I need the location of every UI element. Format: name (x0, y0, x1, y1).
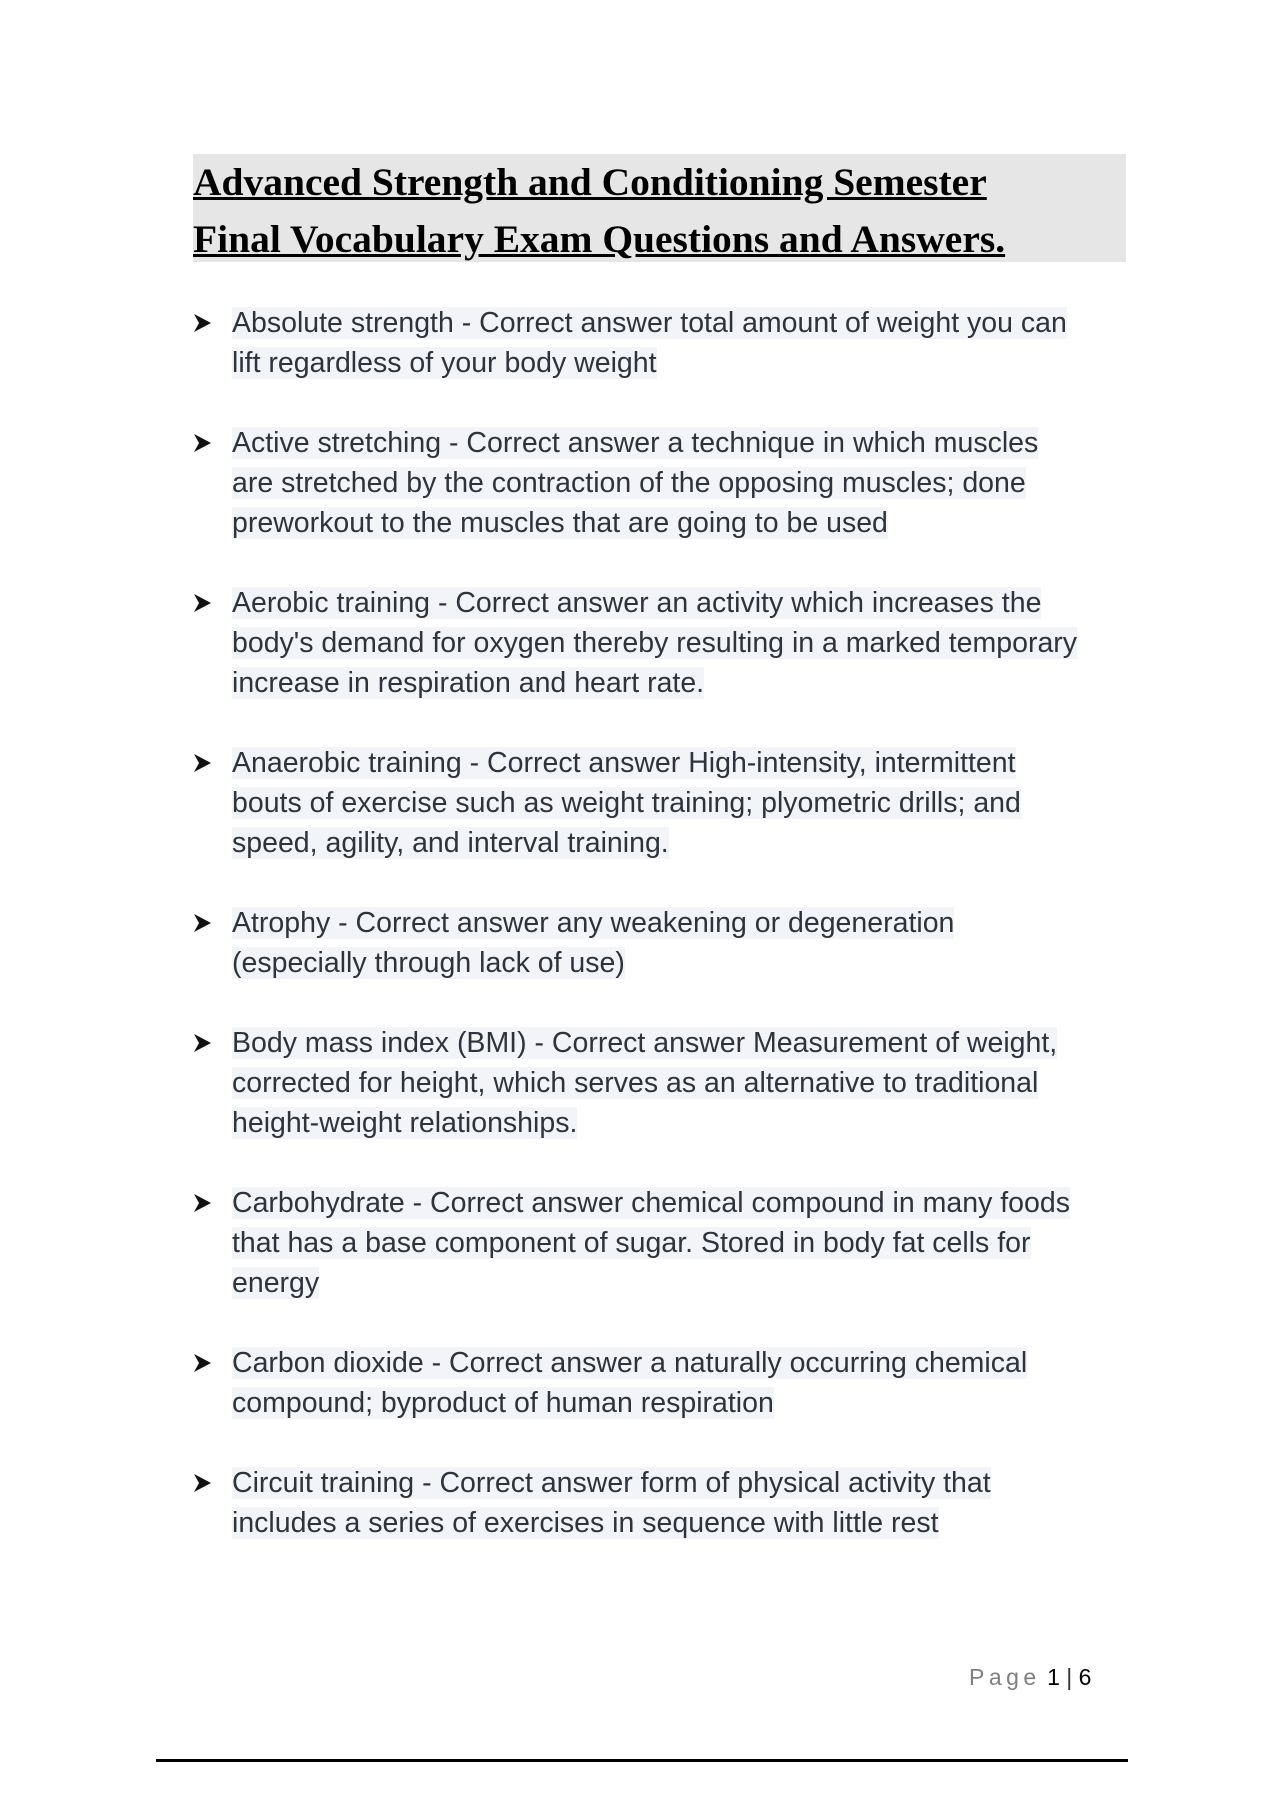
list-item (193, 1023, 1133, 1143)
list-item-line: Aerobic training - Correct answer an activity which increases the (232, 587, 1042, 619)
list-item-line: increase in respiration and heart rate. (232, 667, 705, 699)
list-item-line: energy (232, 1267, 320, 1299)
arrowhead-bullet-icon (193, 583, 215, 623)
page-number (969, 1664, 1091, 1691)
arrowhead-bullet-icon (193, 303, 215, 343)
list-item-line: Carbon dioxide - Correct answer a naturally occurring chemical (232, 1347, 1028, 1379)
page-current: 1 (1047, 1664, 1060, 1690)
footer-rule (156, 1759, 1128, 1762)
list-item-line: Anaerobic training - Correct answer High-intensity, intermittent (232, 747, 1016, 779)
list-item-line: Circuit training - Correct answer form of physical activity that (232, 1467, 991, 1499)
page-label: Page (969, 1664, 1041, 1690)
list-item-line: speed, agility, and interval training. (232, 827, 669, 859)
page-total: 6 (1078, 1664, 1092, 1690)
list-item-line: preworkout to the muscles that are going to be used (232, 507, 888, 539)
vocabulary-list (193, 303, 1133, 1583)
list-item-line: bouts of exercise such as weight training; plyometric drills; and (232, 787, 1021, 819)
arrowhead-bullet-icon (193, 1023, 215, 1063)
list-item-line: Carbohydrate - Correct answer chemical compound in many foods (232, 1187, 1070, 1219)
arrowhead-bullet-icon (193, 1343, 215, 1383)
list-item-line: lift regardless of your body weight (232, 347, 657, 379)
document-title (193, 154, 1126, 262)
list-item (193, 1463, 1133, 1543)
list-item-line: corrected for height, which serves as an alternative to traditional (232, 1067, 1039, 1099)
list-item-line: Active stretching - Correct answer a technique in which muscles (232, 427, 1039, 459)
list-item-line: compound; byproduct of human respiration (232, 1387, 774, 1419)
arrowhead-bullet-icon (193, 903, 215, 943)
list-item (193, 423, 1133, 543)
list-item-line: body's demand for oxygen thereby resulting in a marked temporary (232, 627, 1078, 659)
list-item-line: are stretched by the contraction of the opposing muscles; done (232, 467, 1026, 499)
list-item-line: includes a series of exercises in sequence with little rest (232, 1507, 939, 1539)
list-item (193, 1183, 1133, 1303)
arrowhead-bullet-icon (193, 1183, 215, 1223)
list-item (193, 1343, 1133, 1423)
list-item (193, 903, 1133, 983)
list-item-line: Absolute strength - Correct answer total amount of weight you can (232, 307, 1067, 339)
title-line-2: Final Vocabulary Exam Questions and Answers. (193, 217, 1006, 261)
list-item (193, 743, 1133, 863)
title-line-1: Advanced Strength and Conditioning Semester (193, 160, 987, 204)
arrowhead-bullet-icon (193, 1463, 215, 1503)
list-item (193, 303, 1133, 383)
list-item-line: Atrophy - Correct answer any weakening or degeneration (232, 907, 955, 939)
list-item-line: (especially through lack of use) (232, 947, 625, 979)
page-separator: | (1066, 1664, 1073, 1690)
list-item-line: Body mass index (BMI) - Correct answer Measurement of weight, (232, 1027, 1058, 1059)
list-item-line: that has a base component of sugar. Stored in body fat cells for (232, 1227, 1031, 1259)
arrowhead-bullet-icon (193, 743, 215, 783)
arrowhead-bullet-icon (193, 423, 215, 463)
list-item (193, 583, 1133, 703)
list-item-line: height-weight relationships. (232, 1107, 578, 1139)
